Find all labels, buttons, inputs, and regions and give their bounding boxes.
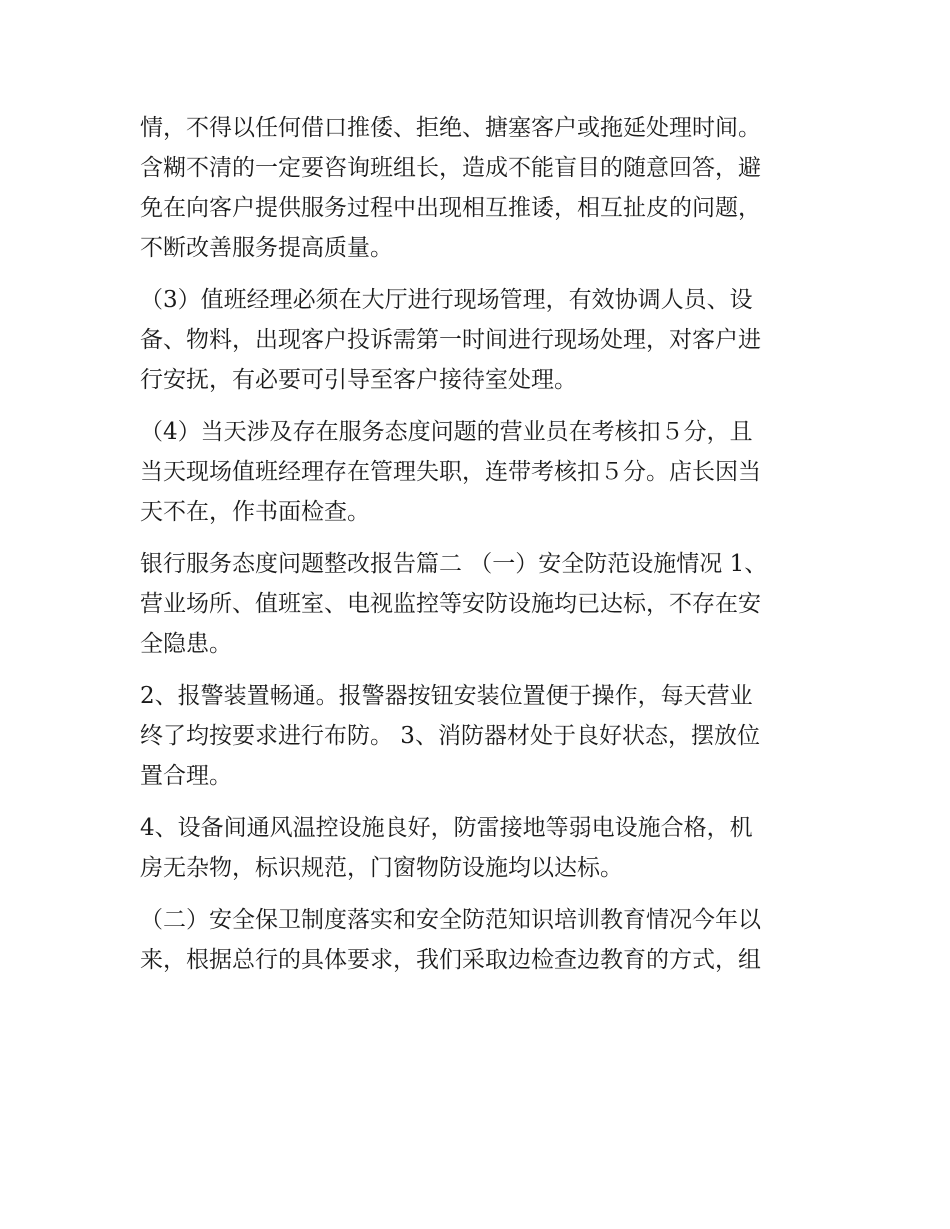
text-line: 银行服务态度问题整改报告篇二 （一）安全防范设施情况 1、 [140, 551, 768, 577]
text-line: 房无杂物，标识规范，门窗物防设施均以达标。 [140, 855, 623, 881]
text-line: 备、物料，出现客户投诉需第一时间进行现场处理，对客户进 [140, 327, 761, 353]
text-line: 行安抚，有必要可引导至客户接待室处理。 [140, 367, 577, 393]
text-line: 2、报警装置畅通。报警器按钮安装位置便于操作，每天营业 [140, 683, 753, 709]
document-body [140, 108, 820, 980]
text-line: 4、设备间通风温控设施良好，防雷接地等弱电设施合格，机 [140, 815, 753, 841]
text-line: 终了均按要求进行布防。 3、消防器材处于良好状态，摆放位 [140, 723, 760, 749]
text-line: 全隐患。 [140, 631, 232, 657]
text-line: 不断改善服务提高质量。 [140, 235, 393, 261]
text-line: 免在向客户提供服务过程中出现相互推诿，相互扯皮的问题， [140, 195, 761, 221]
text-line: 来，根据总行的具体要求，我们采取边检查边教育的方式，组 [140, 947, 761, 973]
text-line: 情，不得以任何借口推倭、拒绝、搪塞客户或拖延处理时间。 [140, 115, 761, 141]
text-line: 含糊不清的一定要咨询班组长，造成不能盲目的随意回答，避 [140, 155, 761, 181]
text-line: 置合理。 [140, 763, 232, 789]
text-line: （二）安全保卫制度落实和安全防范知识培训教育情况今年以 [140, 907, 761, 933]
text-line: 天不在，作书面检查。 [140, 499, 370, 525]
text-line: 当天现场值班经理存在管理失职，连带考核扣５分。店长因当 [140, 459, 761, 485]
text-line: 营业场所、值班室、电视监控等安防设施均已达标，不存在安 [140, 591, 761, 617]
text-line: （3）值班经理必须在大厅进行现场管理，有效协调人员、设 [140, 287, 753, 313]
text-line: （4）当天涉及存在服务态度问题的营业员在考核扣５分，且 [140, 419, 753, 445]
